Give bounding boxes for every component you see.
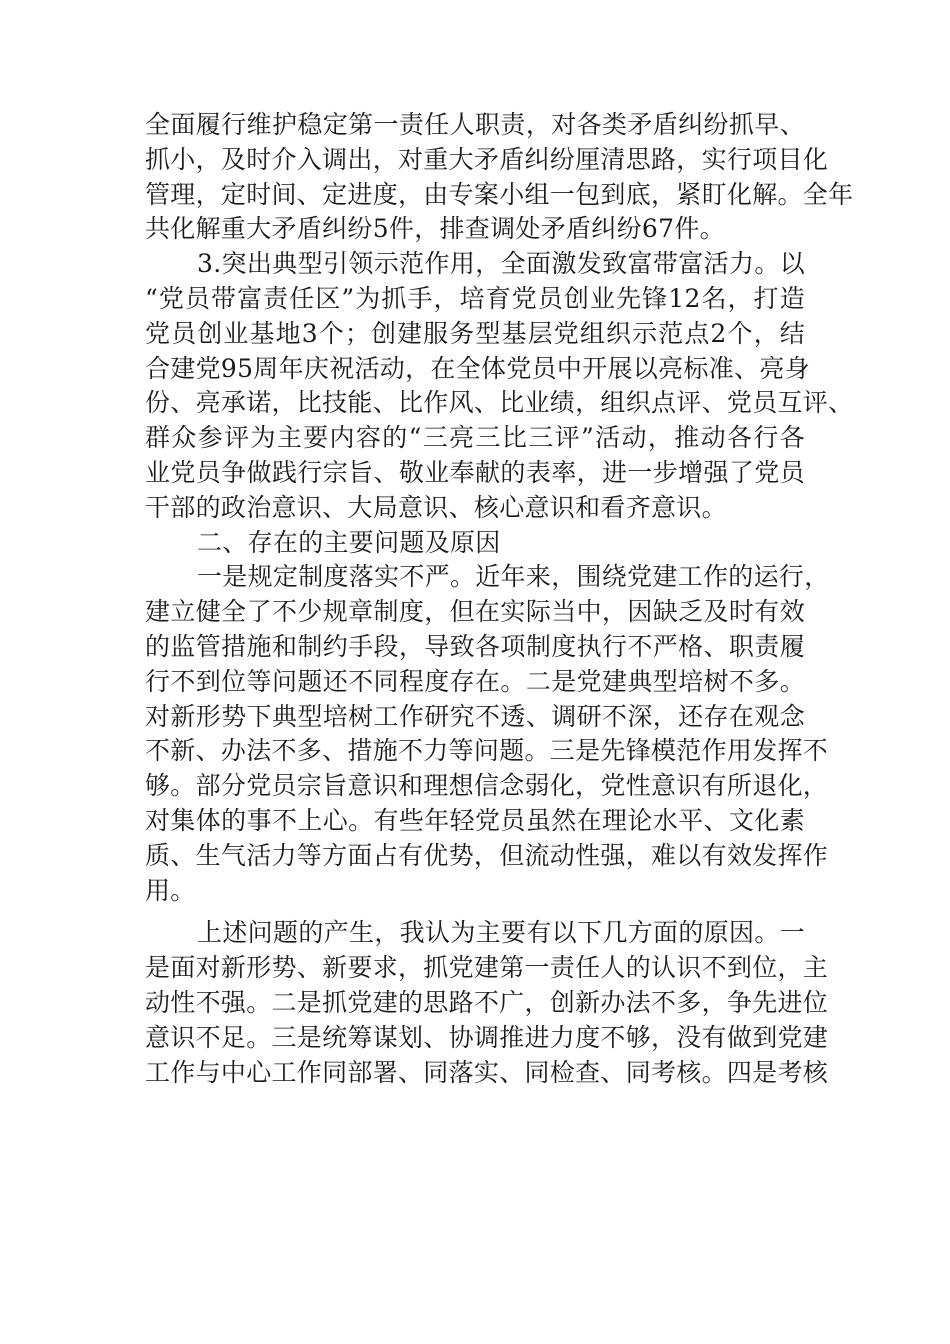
paragraph-continued [145, 108, 854, 247]
text-line: 意识不足。三是统筹谋划、协调推进力度不够，没有做到党建 [145, 1022, 829, 1052]
text-line: 用。 [145, 875, 196, 905]
text-line: 管理，定时间、定进度，由专案小组一包到底，紧盯化解。全年 [145, 179, 854, 209]
text-line: 群众参评为主要内容的“三亮三比三评”活动，推动各行各 [145, 423, 805, 453]
text-line: 一是规定制度落实不严。近年来，围绕党建工作的运行， [197, 562, 830, 592]
text-line: 3.突出典型引领示范作用，全面激发致富带富活力。以 [197, 249, 805, 279]
text-line: “党员带富责任区”为抓手，培育党员创业先锋12名，打造 [145, 283, 805, 313]
text-line: 党员创业基地3个；创建服务型基层党组织示范点2个，结 [145, 318, 805, 348]
text-line: 的监管措施和制约手段，导致各项制度执行不严格、职责履 [145, 631, 805, 661]
text-line: 行不到位等问题还不同程度存在。二是党建典型培树不多。 [145, 666, 805, 696]
text-line: 质、生气活力等方面占有优势，但流动性强，难以有效发挥作 [145, 840, 829, 870]
text-line: 上述问题的产生，我认为主要有以下几方面的原因。一 [197, 918, 805, 948]
heading-text: 二、存在的主要问题及原因 [197, 527, 501, 557]
text-line: 够。部分党员宗旨意识和理想信念弱化，党性意识有所退化， [145, 771, 829, 801]
text-line: 共化解重大矛盾纠纷5件，排查调处矛盾纠纷67件。 [145, 214, 725, 244]
text-line: 对集体的事不上心。有些年轻党员虽然在理论水平、文化素 [145, 805, 805, 835]
text-line: 不新、办法不多、措施不力等问题。三是先锋模范作用发挥不 [145, 736, 829, 766]
paragraph-item-3 [145, 247, 854, 525]
text-line: 合建党95周年庆祝活动，在全体党员中开展以亮标准、亮身 [145, 353, 810, 383]
paragraph-problems [145, 560, 830, 908]
text-line: 干部的政治意识、大局意识、核心意识和看齐意识。 [145, 492, 727, 522]
text-line: 是面对新形势、新要求，抓党建第一责任人的认识不到位，主 [145, 953, 829, 983]
text-line: 全面履行维护稳定第一责任人职责，对各类矛盾纠纷抓早、 [145, 110, 805, 139]
paragraph-causes [145, 916, 829, 1090]
text-line: 工作与中心工作同部署、同落实、同检查、同考核。四是考核 [145, 1057, 829, 1087]
text-line: 对新形势下典型培树工作研究不透、调研不深，还存在观念 [145, 701, 805, 731]
text-line: 份、亮承诺，比技能、比作风、比业绩，组织点评、党员互评、 [145, 388, 854, 418]
section-heading [145, 526, 805, 561]
text-line: 抓小，及时介入调出，对重大矛盾纠纷厘清思路，实行项目化 [145, 144, 829, 174]
text-line: 动性不强。二是抓党建的思路不广，创新办法不多，争先进位 [145, 987, 829, 1017]
text-line: 业党员争做践行宗旨、敬业奉献的表率，进一步增强了党员 [145, 457, 805, 487]
document-page [145, 108, 854, 1090]
text-line: 建立健全了不少规章制度，但在实际当中，因缺乏及时有效 [145, 597, 805, 627]
